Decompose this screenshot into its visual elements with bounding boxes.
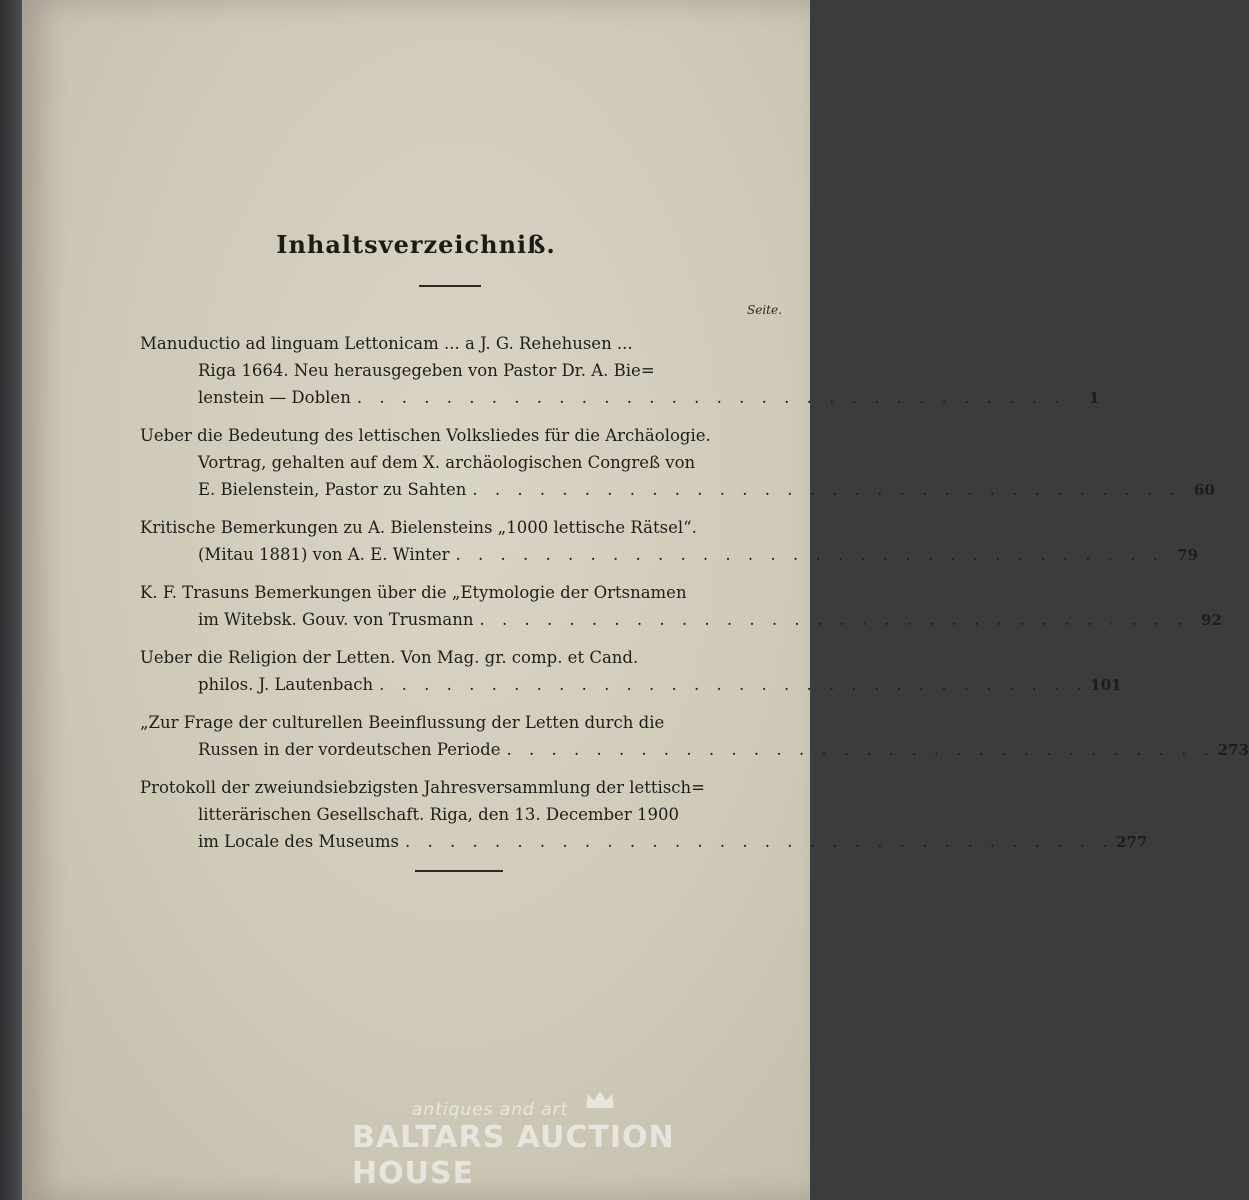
- toc-page-number: 79: [1177, 546, 1198, 564]
- toc-entry-text: lenstein — Doblen: [198, 388, 351, 407]
- toc-entry-line: [140, 774, 780, 801]
- toc-entry-text: Manuductio ad linguam Lettonicam ... a J. G. Rehehusen ...: [140, 334, 633, 353]
- leader-dots: . . . . . . . . . . . . . . . . . . . . . . . . . . . . . . . .: [479, 610, 1188, 629]
- toc-entry-line: [140, 606, 1222, 634]
- toc-entry-text: Russen in der vordeutschen Periode: [198, 740, 501, 759]
- watermark-name: BALTARS AUCTION HOUSE: [352, 1120, 675, 1191]
- toc-entry-line: [140, 709, 780, 736]
- toc-entry-text: Riga 1664. Neu herausgegeben von Pastor Dr. A. Bie=: [198, 361, 655, 380]
- crown-icon: [584, 1088, 616, 1112]
- toc-entry-text: K. F. Trasuns Bemerkungen über die „Etymologie der Ortsnamen: [140, 583, 687, 602]
- table-of-contents: [140, 330, 1249, 866]
- toc-entry: [140, 514, 1198, 569]
- toc-entry-line: [140, 514, 780, 541]
- book-page: [22, 0, 1249, 1200]
- toc-entry-line: [140, 579, 780, 606]
- toc-entry-text: Protokoll der zweiundsiebzigsten Jahresversammlung der lettisch=: [140, 778, 705, 797]
- toc-page-number: 1: [1088, 389, 1100, 407]
- toc-entry: [140, 709, 1249, 764]
- toc-page-number: 277: [1116, 833, 1148, 851]
- toc-page-number: 101: [1090, 676, 1122, 694]
- toc-entry-text: (Mitau 1881) von A. E. Winter: [198, 545, 450, 564]
- toc-page-number: 273: [1217, 741, 1249, 759]
- toc-entry-line: [140, 828, 1148, 856]
- watermark: [352, 1100, 752, 1192]
- toc-entry-line: [140, 736, 1249, 764]
- toc-entry: [140, 644, 1122, 699]
- toc-page-number: 92: [1201, 611, 1222, 629]
- toc-entry-line: [140, 541, 1198, 569]
- bleed-through-text: [142, 40, 742, 370]
- toc-entry-text: „Zur Frage der culturellen Beeinflussung der Letten durch die: [140, 713, 665, 732]
- leader-dots: . . . . . . . . . . . . . . . . . . . . . . . . . . . . . . . .: [472, 480, 1181, 499]
- toc-entry-line: [140, 357, 780, 384]
- toc-entry-line: [140, 801, 780, 828]
- leader-dots: . . . . . . . . . . . . . . . . . . . . . . . . . . . . . . . .: [356, 388, 1066, 407]
- leader-dots: . . . . . . . . . . . . . . . . . . . . . . . . . . . . . . . .: [379, 675, 1088, 694]
- toc-entry-text: litterärischen Gesellschaft. Riga, den 13. December 1900: [198, 805, 679, 824]
- toc-entry-line: [140, 671, 1122, 699]
- title-divider: [419, 285, 481, 287]
- toc-entry-line: [140, 330, 780, 357]
- toc-entry: [140, 330, 1100, 412]
- toc-entry-text: Vortrag, gehalten auf dem X. archäologischen Congreß von: [198, 453, 696, 472]
- end-divider: [415, 870, 503, 872]
- toc-entry: [140, 774, 1148, 856]
- watermark-tagline: antiques and art: [412, 1100, 569, 1120]
- toc-entry-text: Kritische Bemerkungen zu A. Bielensteins „1000 lettische Rätsel“.: [140, 518, 697, 537]
- toc-entry: [140, 579, 1222, 634]
- toc-entry-text: im Witebsk. Gouv. von Trusmann: [198, 610, 474, 629]
- toc-entry: [140, 422, 1215, 504]
- toc-entry-line: [140, 384, 1100, 412]
- toc-entry-text: im Locale des Museums: [198, 832, 399, 851]
- leader-dots: . . . . . . . . . . . . . . . . . . . . . . . . . . . . . . . .: [506, 740, 1215, 759]
- toc-entry-text: Ueber die Religion der Letten. Von Mag. gr. comp. et Cand.: [140, 648, 639, 667]
- toc-entry-line: [140, 644, 780, 671]
- toc-entry-line: [140, 422, 780, 449]
- toc-entry-text: Ueber die Bedeutung des lettischen Volksliedes für die Archäologie.: [140, 426, 711, 445]
- page-column-header: Seite.: [747, 303, 782, 317]
- toc-entry-line: [140, 449, 780, 476]
- toc-entry-text: philos. J. Lautenbach: [198, 675, 374, 694]
- page-title: Inhaltsverzeichniß.: [276, 230, 556, 259]
- toc-page-number: 60: [1193, 481, 1215, 499]
- leader-dots: . . . . . . . . . . . . . . . . . . . . . . . . . . . . . . . .: [455, 545, 1164, 564]
- toc-entry-line: [140, 476, 1215, 504]
- toc-entry-text: E. Bielenstein, Pastor zu Sahten: [198, 480, 467, 499]
- leader-dots: . . . . . . . . . . . . . . . . . . . . . . . . . . . . . . . .: [404, 832, 1114, 851]
